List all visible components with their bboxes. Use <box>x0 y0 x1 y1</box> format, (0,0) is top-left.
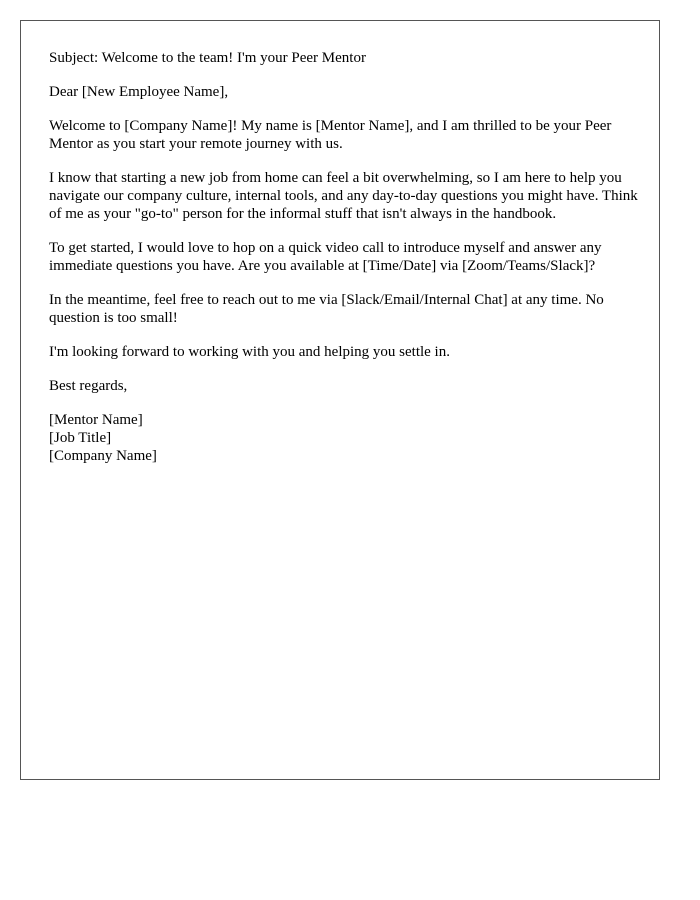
signature-title: [Job Title] <box>49 430 112 446</box>
letter-paragraph-closing-remark: I'm looking forward to working with you and helping you settle in. <box>49 344 450 360</box>
letter-greeting: Dear [New Employee Name], <box>49 84 229 100</box>
letter-signature <box>49 411 639 465</box>
letter-subject: Subject: Welcome to the team! I'm your Peer Mentor <box>49 50 366 66</box>
letter-paragraph-contact: In the meantime, feel free to reach out to me via [Slack/Email/Internal Chat] at any time. No question is too small! <box>49 292 604 326</box>
letter-paragraph-welcome: Welcome to [Company Name]! My name is [Mentor Name], and I am thrilled to be your Peer Mentor as you start your remote journey with us. <box>49 118 612 152</box>
signature-name: [Mentor Name] <box>49 412 143 428</box>
letter-page <box>20 20 660 780</box>
letter-body <box>49 49 639 465</box>
letter-paragraph-support: I know that starting a new job from home can feel a bit overwhelming, so I am here to help you navigate our company culture, internal tools, and any day-to-day questions you might have. Think of me as your "go-to" person for the informal stuff that isn't always in the handbook. <box>49 170 638 222</box>
signature-company: [Company Name] <box>49 448 157 464</box>
letter-paragraph-call: To get started, I would love to hop on a quick video call to introduce myself and answer any immediate questions you have. Are you available at [Time/Date] via [Zoom/Teams/Slack]? <box>49 240 602 274</box>
letter-closing: Best regards, <box>49 378 128 394</box>
